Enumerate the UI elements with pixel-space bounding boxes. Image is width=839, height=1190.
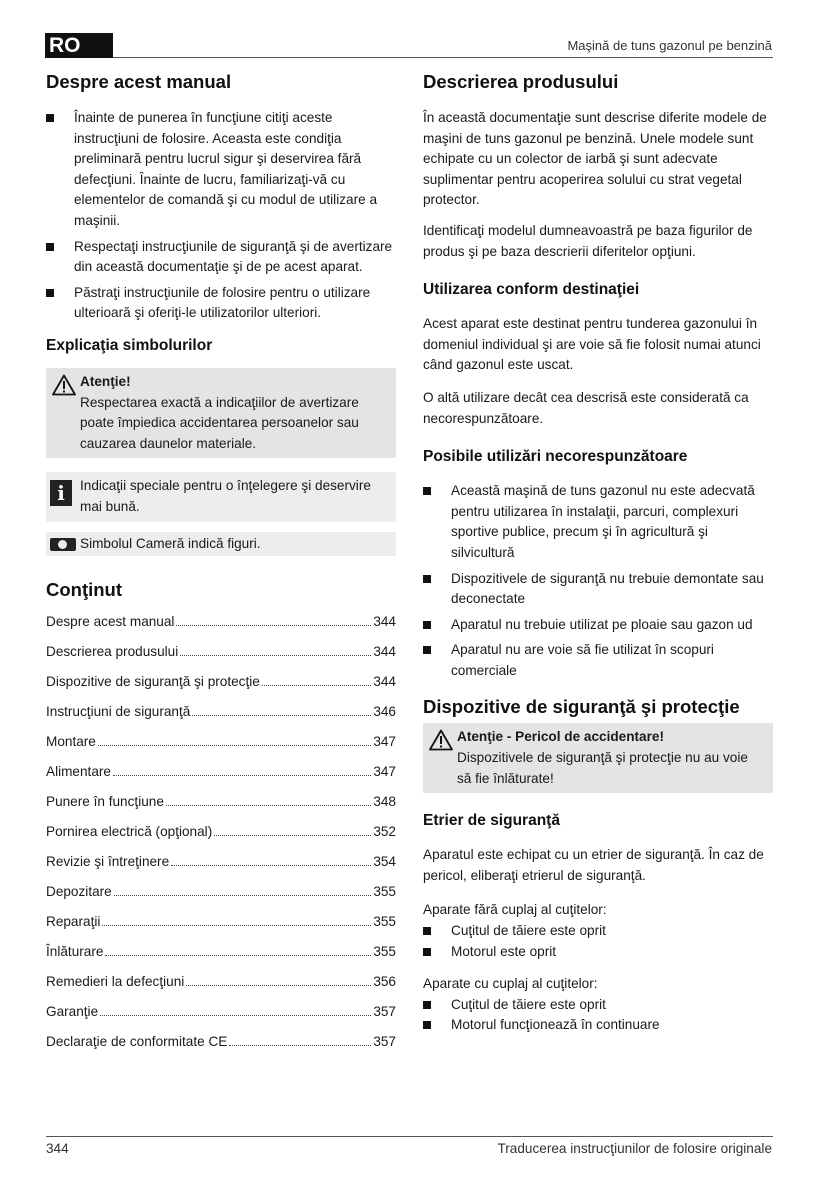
toc-leader (113, 775, 371, 776)
toc-row (46, 792, 396, 822)
warning-box (46, 368, 396, 458)
list-item: Aparatul nu are voie să fie utilizat în scopuri comerciale (423, 640, 773, 681)
toc-title: Montare (46, 734, 96, 750)
toc-row (46, 612, 396, 642)
camera-icon (50, 538, 76, 551)
list-item: Respectaţi instrucţiunile de siguranţă şi de avertizare din această documentaţie şi de pe acest aparat. (46, 237, 396, 278)
contents-heading: Conţinut (46, 579, 123, 601)
toc-title: Pornirea electrică (opţional) (46, 824, 213, 840)
toc-leader (229, 1045, 371, 1046)
warning-icon (429, 729, 453, 758)
page-number: 344 (46, 1141, 69, 1156)
toc-leader (186, 985, 371, 986)
toc-row (46, 1002, 396, 1032)
intended-use-heading: Utilizarea conform destinaţiei (423, 281, 640, 299)
right-column (423, 66, 773, 1036)
description-heading: Descrierea produsului (423, 71, 619, 92)
toc-page: 348 (373, 794, 396, 810)
toc-title: Punere în funcţiune (46, 794, 164, 810)
without-clutch-label: Aparate fără cuplaj al cuţitelor: (423, 902, 607, 918)
toc-title: Alimentare (46, 764, 111, 780)
toc-page: 344 (373, 674, 396, 690)
toc-page: 357 (373, 1004, 396, 1020)
intended-use-paragraph: O altă utilizare decât cea descrisă este considerată ca necorespunzătoare. (423, 389, 749, 426)
safety-bar-heading: Etrier de siguranţă (423, 812, 560, 830)
list-item: Cuţitul de tăiere este oprit (423, 921, 773, 942)
language-badge: RO (45, 33, 113, 58)
toc-row (46, 912, 396, 942)
toc-leader (166, 805, 371, 806)
footer-rule (46, 1136, 773, 1137)
intended-use-paragraph: Acest aparat este destinat pentru tunderea gazonului în domeniul individual şi are voie să fie folosit numai atunci când gazonul este uscat. (423, 316, 761, 373)
toc-row (46, 852, 396, 882)
toc-row (46, 942, 396, 972)
list-item: Înainte de punerea în funcţiune citiţi aceste instrucţiuni de folosire. Aceasta este condiţia preliminară pentru lucrul sigur şi deservirea fără defecţiuni. Înainte de lucru, familiarizaţi-vă cu elementelor de comandă şi cu modul de utilizare a maşinii. (46, 108, 396, 232)
list-item: Dispozitivele de siguranţă nu trebuie demontate sau deconectate (423, 569, 773, 610)
toc-page: 356 (373, 974, 396, 990)
warning-title: Atenţie! (80, 373, 131, 389)
toc-page: 354 (373, 854, 396, 870)
list-item: Aparatul nu trebuie utilizat pe ploaie sau gazon ud (423, 615, 773, 636)
toc-title: Înlăturare (46, 944, 104, 960)
toc-title: Declaraţie de conformitate CE (46, 1034, 228, 1050)
toc-leader (114, 895, 372, 896)
toc-title: Dispozitive de siguranţă şi protecţie (46, 674, 260, 690)
toc-leader (262, 685, 371, 686)
manual-bullets (46, 108, 396, 324)
toc-page: 346 (373, 704, 396, 720)
info-text: Indicaţii speciale pentru o înţelegere şi deservire mai bună. (80, 478, 371, 514)
toc-leader (102, 925, 371, 926)
toc-page: 355 (373, 944, 396, 960)
toc-page: 352 (373, 824, 396, 840)
description-paragraph: Identificaţi modelul dumneavoastră pe baza figurilor de produs şi pe baza descrierii diferitelor opţiuni. (423, 222, 753, 259)
toc-page: 355 (373, 884, 396, 900)
toc-page: 357 (373, 1034, 396, 1050)
without-clutch-list (423, 921, 773, 962)
toc-row (46, 972, 396, 1002)
toc-leader (176, 625, 371, 626)
toc-page: 344 (373, 614, 396, 630)
toc-leader (214, 835, 371, 836)
header-title: Maşină de tuns gazonul pe benzină (567, 38, 772, 53)
list-item: Motorul funcţionează în continuare (423, 1015, 773, 1036)
toc-title: Depozitare (46, 884, 112, 900)
with-clutch-list (423, 995, 773, 1036)
list-item: Păstraţi instrucţiunile de folosire pentru o utilizare ulterioară şi oferiţi-le utilizatorilor ulteriori. (46, 283, 396, 324)
toc-row (46, 702, 396, 732)
toc-leader (98, 745, 371, 746)
list-item: Cuţitul de tăiere este oprit (423, 995, 773, 1016)
toc-leader (192, 715, 371, 716)
toc-row (46, 762, 396, 792)
symbols-heading: Explicaţia simbolurilor (46, 336, 213, 354)
toc-row (46, 1032, 396, 1062)
left-column (46, 66, 396, 1062)
toc-title: Garanţie (46, 1004, 99, 1020)
camera-text: Simbolul Cameră indică figuri. (80, 535, 261, 551)
toc-row (46, 642, 396, 672)
toc-title: Despre acest manual (46, 614, 175, 630)
toc-page: 355 (373, 914, 396, 930)
warning-title: Atenţie - Pericol de accidentare! (457, 729, 664, 745)
toc-page: 347 (373, 764, 396, 780)
list-item: Această maşină de tuns gazonul nu este adecvată pentru utilizarea în instalaţii, parcuri, complexuri sportive publice, precum şi în agricultură şi silvicultură (423, 481, 773, 563)
toc-leader (105, 955, 371, 956)
toc-row (46, 882, 396, 912)
toc-row (46, 822, 396, 852)
accident-warning-box (423, 723, 773, 793)
misuse-heading: Posibile utilizări necorespunzătoare (423, 448, 688, 466)
toc-title: Reparaţii (46, 914, 101, 930)
toc-leader (180, 655, 371, 656)
with-clutch-label: Aparate cu cuplaj al cuţitelor: (423, 976, 598, 992)
toc-title: Revizie şi întreţinere (46, 854, 170, 870)
list-item: Motorul este oprit (423, 942, 773, 963)
camera-box (46, 532, 396, 557)
safety-bar-paragraph: Aparatul este echipat cu un etrier de siguranţă. În caz de pericol, eliberaţi etrierul de siguranţă. (423, 847, 764, 883)
toc-row (46, 672, 396, 702)
toc-row (46, 732, 396, 762)
toc-page: 344 (373, 644, 396, 660)
toc-leader (100, 1015, 371, 1016)
table-of-contents (46, 612, 396, 1062)
warning-text: Dispozitivele de siguranţă şi protecţie nu au voie să fie înlăturate! (457, 750, 748, 786)
description-paragraph: În această documentaţie sunt descrise diferite modele de maşini de tuns gazonul pe benzină. Unele modele sunt echipate cu un colector de iarbă şi sunt adecvate suplimentar pentru acoperirea solului cu strat vegetal protector. (423, 110, 767, 208)
header-rule (113, 57, 773, 58)
toc-title: Instrucţiuni de siguranţă (46, 704, 191, 720)
manual-heading: Despre acest manual (46, 71, 232, 92)
toc-page: 347 (373, 734, 396, 750)
info-icon: i (50, 480, 72, 506)
footer-note: Traducerea instrucţiunilor de folosire originale (497, 1141, 772, 1156)
warning-icon (52, 374, 76, 403)
toc-title: Remedieri la defecţiuni (46, 974, 185, 990)
misuse-bullets (423, 481, 773, 681)
safety-devices-heading: Dispozitive de siguranţă şi protecţie (423, 696, 740, 718)
toc-leader (171, 865, 371, 866)
warning-text: Respectarea exactă a indicaţiilor de avertizare poate împiedica accidentarea persoanelor sau cauzarea daunelor materiale. (80, 394, 359, 451)
toc-title: Descrierea produsului (46, 644, 179, 660)
info-box (46, 472, 396, 521)
